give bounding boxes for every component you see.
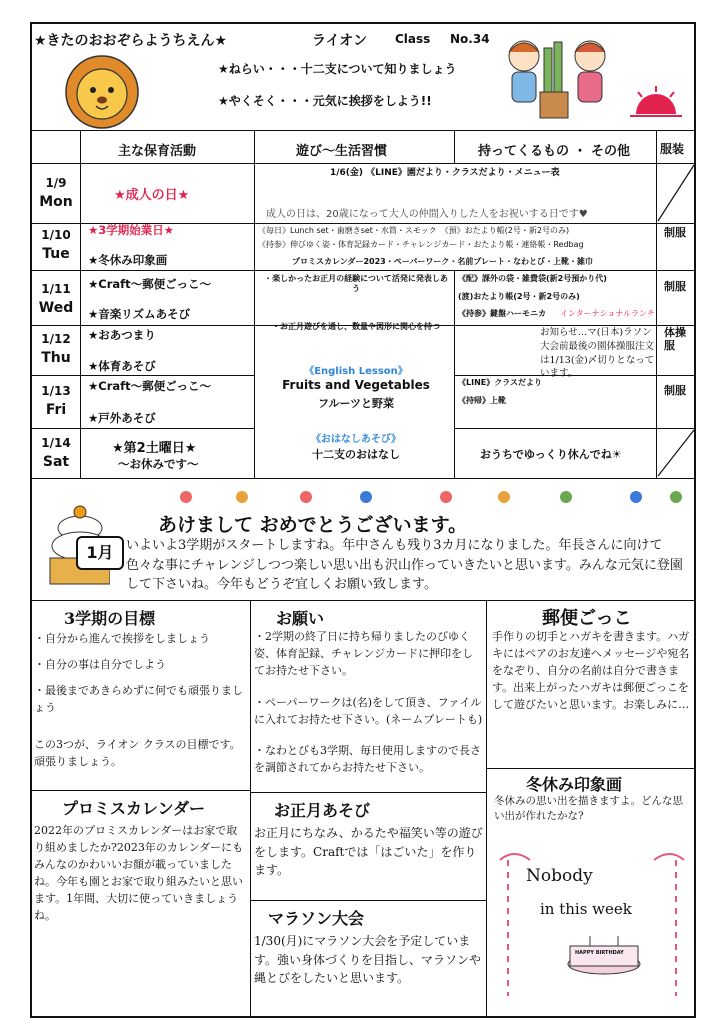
col-border: [454, 130, 455, 163]
calendar-title: プロミスカレンダー: [62, 799, 205, 818]
calendar-note: プロミスカレンダー2023・ペーパーワーク・名前プレート・なわとび・上靴・雑巾: [292, 257, 594, 266]
wed-items-1: 《配》課外の袋・雑費袋(新2号預かり代): [458, 274, 607, 283]
goals-item-3: ・最後まであきらめずに何でも頑張りましょう: [34, 684, 243, 715]
class-name: ライオン: [312, 33, 368, 49]
fri-items-2: 《持帰》上靴: [458, 396, 506, 405]
drawing-word-1: Nobody: [526, 866, 593, 886]
tue-items-2: 《持参》伸びゆく姿・体育記録カード・チャレンジカード・おたより帳・連絡帳・Redbag: [258, 240, 584, 249]
class-label: Class: [395, 32, 431, 46]
aim-text: ★ねらい・・・十二支について知りましょう: [218, 62, 457, 76]
activity-thu-2: ★体育あそび: [88, 359, 156, 373]
activity-wed-1: ★Craft～郵便ごっこ～: [88, 277, 211, 291]
story-body: 十二支のおはなし: [312, 448, 400, 461]
greeting-title: あけまして おめでとうございます。: [158, 514, 468, 536]
english-lesson-body: Fruits and Vegetables: [282, 378, 430, 392]
clothing-thu: 体操服: [664, 326, 686, 353]
goals-item-2: ・自分の事は自分でしよう: [34, 658, 166, 671]
month-badge: 1月: [76, 536, 124, 570]
date-thu: 1/12 Thu: [41, 332, 71, 366]
header-clothing: 服装: [660, 142, 685, 156]
date-wed: 1/11 Wed: [38, 282, 74, 316]
goals-title: 3学期の目標: [64, 609, 156, 628]
table-header-border: [30, 163, 696, 164]
date-fri: 1/13 Fri: [41, 384, 71, 418]
winter-title: 冬休み印象画: [526, 775, 623, 794]
tue-items-1: 《毎日》Lunch set・歯磨きset・水筒・スモック 《預》おたより帳(2号・新2号のみ): [258, 226, 570, 235]
request-title: お願い: [276, 609, 325, 628]
activity-wed-2: ★音楽リズムあそび: [88, 307, 191, 321]
diagonal-mark: [656, 163, 696, 223]
winter-body: 冬休みの思い出を描きますよ。どんな思い出が作れたかな?: [494, 795, 683, 822]
col-border: [454, 270, 455, 478]
english-lesson-title: 《English Lesson》: [304, 366, 408, 377]
request-body-2: ・ペーパーワークは(名)をして頂き、ファイルに入れてお持たせ下さい。(ネームプレートも): [254, 696, 483, 727]
date-tue: 1/10 Tue: [41, 228, 71, 262]
post-title: 郵便ごっこ: [542, 608, 632, 629]
kids-kadomatsu-illustration: [498, 28, 618, 126]
post-body: 手作りの切手とハガキを書きます。ハガキにはペアのお友達へメッセージや宛名をなぞり、自分の名前は自分で書きます。出来上がったハガキは郵便ごっこをして遊びたいと思います。お楽しみに…: [492, 630, 690, 712]
sunrise-icon: [628, 84, 684, 118]
row1-message: 成人の日は、20歳になって大人の仲間入りした人をお祝いする日です♥: [266, 209, 588, 220]
play-item-2: ・お正月遊びを通し、数量や図形に関心を持つ: [272, 322, 440, 331]
header-activities: 主な保育活動: [118, 144, 197, 159]
school-name: ★きたのおおぞらようちえん★: [34, 33, 228, 49]
activity-tue-1: ★3学期始業日★: [88, 223, 175, 237]
request-body-1: ・2学期の終了日に持ち帰りましたのびゆく姿、体育記録、チャレンジカードに押印をしてお持たせ下さい。: [254, 630, 474, 678]
col-border: [80, 130, 81, 478]
english-lesson-jp: フルーツと野菜: [317, 397, 395, 410]
sat-note: おうちでゆっくり休んでね☀: [480, 448, 622, 461]
new-year-decoration-border: [36, 484, 690, 510]
section-divider: [250, 900, 486, 901]
activity-tue-2: ★冬休み印象画: [88, 253, 168, 267]
newyear-body: お正月にちなみ、かるたや福笑い等の遊びをします。Craftでは「はごいた」を作ります。: [254, 826, 483, 878]
wed-items-3: 《持参》鍵盤ハーモニカ: [458, 309, 546, 318]
notice-text: お知らせ…マ(日本)ラソン大会前最後の園体操服注文は1/13(金)〆切りとなっています。: [540, 327, 655, 380]
activity-thu-1: ★おあつまり: [88, 328, 156, 342]
row-border: [30, 428, 254, 429]
clothing-tue: 制服: [664, 226, 686, 239]
section-divider: [250, 792, 486, 793]
header-items: 持ってくるもの ・ その他: [478, 144, 631, 159]
newyear-title: お正月あそび: [274, 801, 371, 820]
drawing-word-2: in this week: [540, 900, 632, 918]
goals-item-1: ・自分から進んで挨拶をしましょう: [34, 632, 210, 645]
activity-sat-1: ★第2土曜日★: [112, 441, 197, 456]
activity-mon: ★成人の日★: [114, 188, 190, 203]
activity-sat-2: ～お休みです～: [118, 457, 199, 471]
marathon-body: 1/30(月)にマラソン大会を予定しています。強い身体づくりを目指し、マラソンや縄とびをしたいと思います。: [254, 934, 482, 986]
date-mon: 1/9 Mon: [39, 176, 73, 210]
fri-items-1: 《LINE》クラスだより: [458, 378, 542, 387]
date-sat: 1/14 Sat: [41, 436, 71, 470]
lion-illustration: [58, 52, 146, 130]
section-divider: [486, 600, 487, 1018]
greeting-body: いよいよ3学期がスタートしますね。年中さんも残り3カ月になりました。年長さんに向けて色々な事にチャレンジしつつ楽しい思い出も沢山作っていきたいと思います。みんな元気に登園して下さいね。今年もどうぞ宜しくお願い致します。: [126, 538, 683, 592]
marathon-title: マラソン大会: [268, 909, 365, 928]
play-item-1: ・楽しかったお正月の経験について活発に発表しあう: [264, 274, 448, 294]
activity-fri-1: ★Craft～郵便ごっこ～: [88, 379, 211, 393]
row-border: [30, 375, 254, 376]
header-play: 遊び～生活習慣: [296, 144, 388, 159]
goals-closing: この3つが、ライオン クラスの目標です。頑張りましょう。: [34, 738, 241, 769]
clothing-wed: 制服: [664, 280, 686, 293]
promise-text: ★やくそく・・・元気に挨拶をしよう!!: [218, 94, 432, 108]
issue-number: No.34: [450, 32, 490, 46]
section-divider: [30, 600, 696, 601]
col-border: [254, 130, 255, 478]
cake-text: HAPPY BIRTHDAY: [575, 950, 624, 956]
wed-items-2: (渡)おたより帳(2号・新2号のみ): [458, 292, 580, 301]
diagonal-mark: [656, 428, 696, 478]
story-title: 《おはなしあそび》: [310, 434, 402, 445]
row-border: [30, 270, 696, 271]
calendar-body: 2022年のプロミスカレンダーはお家で取り組めましたか?2023年のカレンダーにもみんなのかわいいお顔が載っていましたね。今年も園とお家で取り組みたいと思います。1年間、大切に使っていきましょうね。: [34, 824, 244, 923]
activity-fri-2: ★戸外あそび: [88, 411, 156, 425]
section-divider: [30, 790, 250, 791]
table-bottom-border: [30, 478, 696, 479]
section-divider: [486, 768, 696, 769]
request-body-3: ・なわとびも3学期、毎日使用しますので長さを調節されてからお持たせ下さい。: [254, 744, 481, 775]
clothing-fri: 制服: [664, 384, 686, 397]
section-divider: [250, 600, 251, 1018]
row1-note: 1/6(金) 《LINE》園だより・クラスだより・メニュー表: [330, 168, 560, 178]
international-lunch: インターナショナルランチ: [560, 309, 655, 318]
table-top-border: [30, 130, 696, 131]
